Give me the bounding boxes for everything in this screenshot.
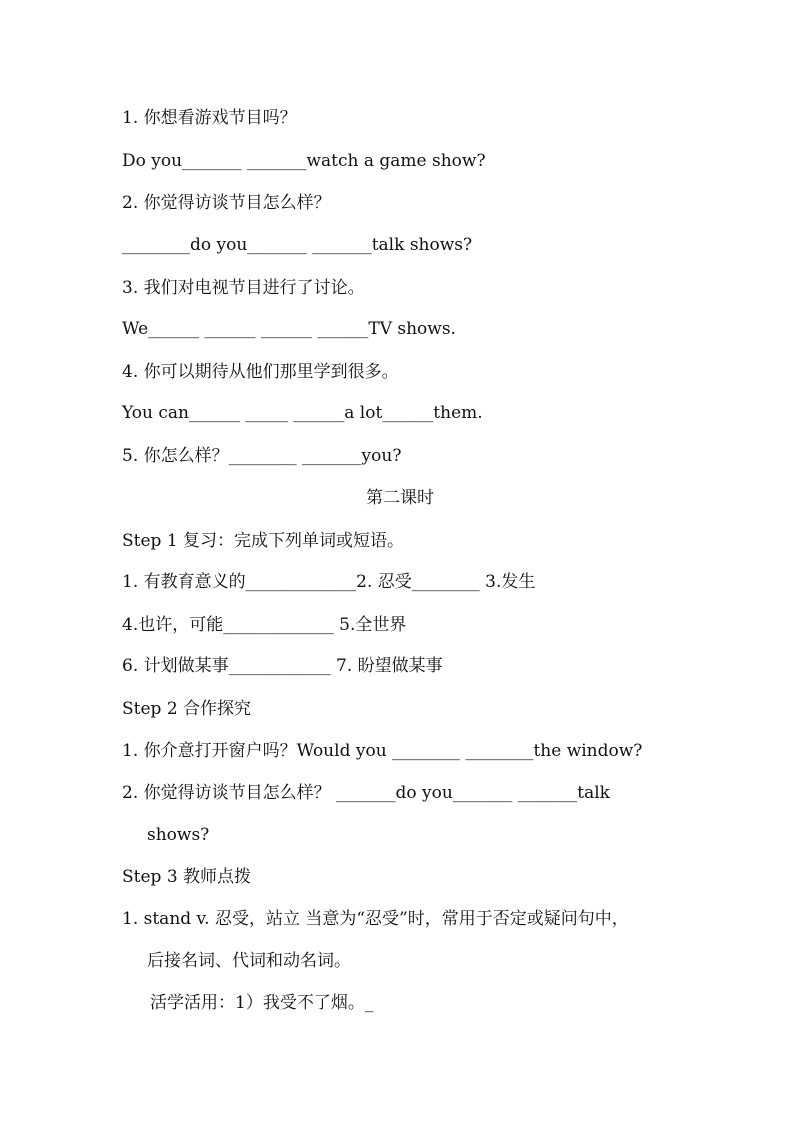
step1-row3: 6. 计划做某事____________ 7. 盼望做某事 xyxy=(122,656,443,676)
step1-row2: 4.也许，可能_____________ 5.全世界 xyxy=(122,615,407,635)
practice-line: 活学活用：1）我受不了烟。_ xyxy=(150,993,374,1013)
q3-chinese: 3. 我们对电视节目进行了讨论。 xyxy=(122,278,365,298)
step2-q1: 1. 你介意打开窗户吗？Would you ________ ________the window? xyxy=(122,741,643,761)
q4-chinese: 4. 你可以期待从他们那里学到很多。 xyxy=(122,362,399,382)
step3-heading: Step 3 教师点拨 xyxy=(122,867,252,887)
q3-english: We______ ______ ______ ______TV shows. xyxy=(122,319,456,339)
step1-row1: 1. 有教育意义的_____________2. 忍受________ 3.发生 xyxy=(122,572,536,592)
step3-item1-continued: 后接名词、代词和动名词。 xyxy=(147,951,351,971)
q1-chinese: 1. 你想看游戏节目吗？ xyxy=(122,108,297,128)
q4-english: You can______ _____ ______a lot______them. xyxy=(122,403,483,423)
step2-heading: Step 2 合作探究 xyxy=(122,699,252,719)
step2-q2: 2. 你觉得访谈节目怎么样？ _______do you_______ _______talk xyxy=(122,783,610,803)
q5-line: 5. 你怎么样？________ _______you? xyxy=(122,446,402,466)
section-heading: 第二课时 xyxy=(366,488,434,508)
step2-q2-continued: shows? xyxy=(147,825,210,845)
q1-english: Do you_______ _______watch a game show? xyxy=(122,151,486,171)
step1-heading: Step 1 复习：完成下列单词或短语。 xyxy=(122,531,405,551)
q2-english: ________do you_______ _______talk shows? xyxy=(122,235,473,255)
q2-chinese: 2. 你觉得访谈节目怎么样？ xyxy=(122,193,331,213)
step3-item1: 1. stand v. 忍受，站立 当意为“忍受”时，常用于否定或疑问句中， xyxy=(122,909,629,929)
